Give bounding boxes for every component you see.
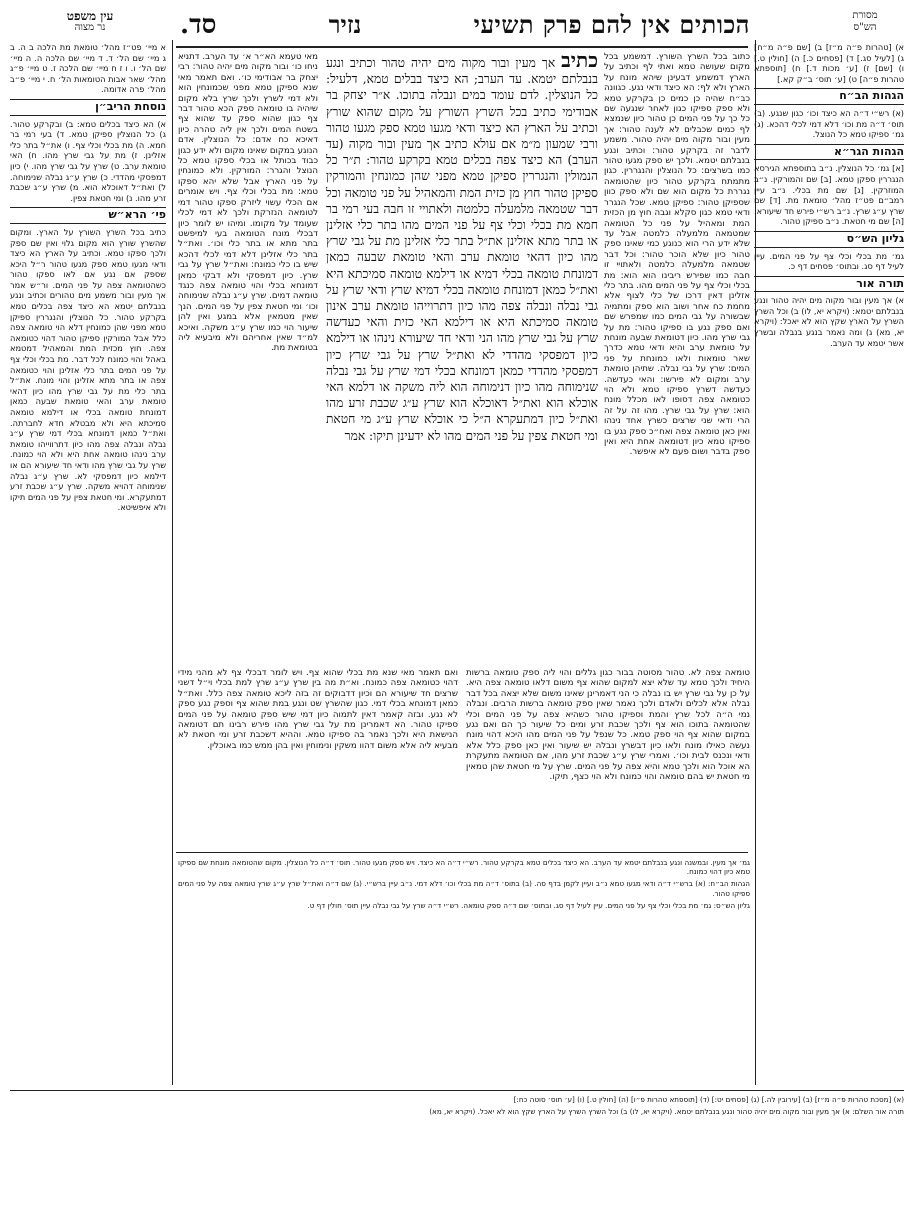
hagahot-bach-title: הגהות הב״ח — [754, 88, 904, 105]
gemara-lead-word: כתיב — [561, 52, 598, 72]
tosafot-continuation-text: ואם תאמר מאי שנא מת בכלי שהוא צף. ויש לומר דבכלי צף לא מהני מידי דהוי כטומאה צפה כמונח. וא״ת מה בין שרץ ע״ג שרץ למת בכלי וי״ל דשני שרצים חד שיעורא הם וכיון דדבוקים זה בזה ליכא טומאה צפה כלל. ואת״ל כמאן דמונחא בכלי דמי. כגון שהשרץ שט ונגע במת שהוא צף וספק נגע ספק לא נגע. ובזה קאמר דאין לתמוה כיון דמי שיש ספק טומאה על פני המים ספיקו טהור. הא דאמרינן מת על גבי שרץ מהו פירש רבינו תם דטומאה הנישאת היא ולכך נאמר בה ספיקו טמא. וההיא דשכבת זרע ומי חטאת לא מבעיא ליה אלא משום דהוו משקין ונימוחין ואין בהן ממש כמו באוכלין. — [178, 668, 458, 751]
gilyon-hashas-title: גליון הש״ס — [754, 231, 904, 248]
masoret-hashas-column — [754, 42, 904, 1082]
masoret-text: א) [טהרות פ״ה מ״ז] ב) [שם פ״ה מ״ח] ג) [לעיל סג.] ד) [פסחים כ.] ה) [חולין ט.] ו) [שם] ז) [ע׳ מכות ד.] ח) [תוספתא טהרות פ״ה] ט) [ע׳ תוס׳ ב״ק קא.] — [754, 42, 904, 84]
rashi-continuation-text: טומאה צפה לא. טהור מסוטה בבור כגון גללים והוי ליה ספק טומאה ברשות היחיד ולכך טמא עד שלא יצא למקום שהוא צף משום דלאו טומאה צפה היא. על כן על גבי שרץ יש בו נבלה כי הני דאמרינן שאינו משום שלא יצאה בכל דבר נבלה אלא לכלים ולאדם ולכך נאמר שאין ספק טומאה ברשות הרבים. ונבלה נמי ה״ה לכל שרץ והמת וספיקו טהור כשהיא צפה על פני המים וכלי שהטומאה בתוכו הוא צף ולכך שכבת זרע ומים כל שיעור כך הם ואם נגע במקום שהוא צף הוי ספק טמא. כל שנפל על פני המים מהו היכא דהוי מונח נעשה כאילו מונח ולאו כיון דבשרץ ונבלה יש שיעור ואין כאן ספק כלל אלא ודאי ונכנס לבית וכו׳. ואמרי שרץ ע״ג שכבת זרע מהו, אם הטומאה מתעקרת הא אוכל הוא ולכך טמא והיא צפה על פני המים. שרץ על מי חטאת שהן טמאין מי חטאת יש בהם טומאה והוי כמונח ולא הוי כצף, תיקו. — [466, 668, 750, 783]
left-gutter-rule — [172, 40, 173, 1085]
rashi-text: כתוב בכל השרץ השורץ. דמשמע בכל מקום שעושה טמא ואתי לף וכתיב על הארץ דמשמע דבעינן שיהא מונח על הארץ ולא לף: הא כיצד ודאי נגע. כגוונה כב״ח שהיה כן כמים כן בקרקע טמא ולא ספק ספיקו כגון לאחר שנגעה שם כל כך על פני המים כן טהור כיון שנמצא לף כמים שכבלים לא לענה טהור: אך מעין ובור מקוה מים יהיה טהור. משמע לדבר זה בקרקע טהור: וכתיב ונגע בנבלתם יטמא. ולכך יש ספק מגעו טהור כמו בשרצים: כל הנוצלין והנגררין. כגון מתמתח בקרקע טהור כיון שהטומאה נגררת כל מקום הוא שם ולא ספק כוון שספיקן טהור: ספיקן טמא. שכל הנגרר ודאי טמא כגון סקלא וגבה חוץ מן הכזית המת ומאהיל על פני כל הטומאה שמטמאה מלמעלה כלמטה אבל עד שלא ידע הרי הוא כנוגע כמי שאינו ספק טהור כיון שלא הוכר טהור: וכל דבר שטמאה מלמעלה כלמטה ולאתויי זו חבה כמו שפירש ריבינו הוא הוא: מת בכלי וכלי צף על פני המים מהו. בתר כלי אזלינן דאין דרכו של כלי לצוף אלא מחמת כח אחר ושוב הוא ספק ומתמיה שבשורה על גבי המים כמו שמפרש שם ואם ספק נגע בו ספיקו טהור: מת על גבי שרץ מהו. כיון דטומאת שבעה מונחת על טומאת ערב והיא ודאי טמא כדרך שאר טומאות ולאו כמונחת על פני המים: שרץ על גבי נבלה. שתיהן טומאת ערב ומקום לא פירשו: והאי כעדשה. כעדשה דשרץ ספיקו טמא ולא הוי כטומאה צפה דסופו לאו מכלל מונח הוא: שרץ על גבי שרץ. מהו זה על זה הרי ודאי שני שרצים כשרץ אחד נינהו ואין כאן טומאה צפה ואח״כ ספק נגע בו ספיקו טמא כיון דטומאה אחת היא ואין ספק בדבר ושום פעם לא איפשר. — [604, 52, 750, 458]
ein-mishpat-column — [10, 42, 166, 1082]
torah-or-text: א) אך מעין ובור מקוה מים יהיה טהור ונגע בנבלתם יטמא: (ויקרא יא, לו) ב) וכל השרץ השרץ על הארץ שקץ הוא לא יאכל: (ויקרא יא, מא) ג) ומה נאמר בנגע בנבלה ובשרץ אשר יטמא עד הערב. — [754, 295, 904, 348]
gemara-text: אך מעין ובור מקוה מים יהיה טהור וכתיב ונגע בנבלתם יטמא. עד הערב; הא כיצד בבלים טמא, דלעיל: כל הנוצלין. לדם עומד במים ונבלה בתוכו. א״ר יצחק בר אבודימי כתיב בכל השרץ השורץ על מקום שהוא שורץ וכתיב על הארץ הא כיצד ודאי מגעו טמא ספק מגעו טהור ורבי שמעון מ״מ אם עולא כתיב אך מעין ובור מקוה (עד הערב) הא כיצד צפה בכלים טמא בקרקע טהור: ת״ר כל הנמולין והנגררין ספיקן טמא מפני שהן כמונחין והמורקין ספיקן טהור חוץ מן כזית המת והמאהיל על פני טומאה וכל דבר שטמאה מלמעלה כלמטה ולאתויי זו חבה בעי רמי בר חמא מת בכלי וכלי צף על פני המים מהו בתר כלי אזלינן או בתר מתא אזלינן את״ל בתר כלי אזלינן מת על גבי שרץ מהו כיון דהאי טומאת ערב והאי טומאת שבעה כמאן דמונחת טומאה בכלי דמיא או דילמא טומאה סמיכתא היא ואת״ל כמאן דמונחת טומאה בכלי דמיא שרץ ודאי שרץ על גבי נבלה ונבלה צפה מהו כיון דתרוייהו טומאת ערב אינון טומאה סמיכתא היא או דילמא האי כזית והאי כעדשה שרץ על גבי שרץ מהו הני ודאי חד שיעורא נינהו או דילמא כיון דמפסקי מהדדי לא ואת״ל שרץ על גבי שרץ כיון דמפסקי מהדדי כמאן דמונחא בכלי דמי שרץ על גבי נבלה שנימוחה מהו כיון דנימוחה הוא ליה משקה או דלמא האי אוכלא הוא ואת״ל דאוכלא הוא שרץ ע״ג שכבת זרע מהו ואת״ל כיון דמתעקרא ה״ל כי אוכלא שרץ ע״ג מי חטאת ומי חטאת צפין על פני המים מהו לא ידעינן תיקו: אמר — [326, 56, 598, 443]
footnote-2: תורה אור השלם: א) אך מעין ובור מקוה מים יהיה טהור ונגע בנבלתם יטמא. (ויקרא יא, לו) ב) וכל השרץ השרץ על הארץ שקץ הוא לא יאכל. (ויקרא יא, מא) — [429, 1107, 904, 1117]
bottom-section-rule — [176, 852, 748, 853]
ein-mishpat-text: א מיי׳ פט״ז מהל׳ טומאת מת הלכה ב ה. ב ג מיי׳ שם הל׳ ד. ד מיי׳ שם הלכה ה. ה מיי׳ שם הל׳ ו. ו ז ח מיי׳ שם הלכה ז. ט מיי׳ פ״ג מהל׳ שאר אבות הטומאות הל׳ ח. י מיי׳ פ״ב מהל׳ פרה אדומה. — [10, 42, 166, 95]
bottom-line-2: הגהות הב״ח: (א) ברש״י ד״ה ודאי מגעו טמא נ״ב ועיין לקמן בדף סה. (ב) בתוס׳ ד״ה מת בכלי וכו׳ דלא דמי. נ״ב עיין ברש״י. (ג) שם ד״ה ואת״ל שרץ ע״ג שרץ טומאה צפה על פני המים ספיקו טהור. — [178, 879, 750, 898]
bottom-line-1: גמ׳ אך מעין. ובמשנה ונגע בנבלתם יטמא עד הערב. הא כיצד בכלים טמא בקרקע טהור. רש״י ד״ה הא כיצד. ויש ספק מגעו טהור. תוס׳ ד״ה כל הנוצלין. מקום שהטומאה מונחת שם ספיקו טמא כיון דהוי כמונח. — [178, 858, 750, 877]
gemara-column — [326, 52, 598, 662]
gilyon-hashas-text: גמ׳ מת בכלי וכלי צף על פני המים. עיין לעיל דף סג. ובתוס׳ פסחים דף כ. — [754, 250, 904, 272]
bottom-commentary — [178, 858, 750, 1086]
folio-number: סד. — [180, 10, 217, 40]
hagahot-hagra-text: [א] גמ׳ כל הנוצלין. נ״ב בתוספתא הגירסא הנגררין ספקן טמא. [ב] שם והמורקין. נ״ב המוזרקין. [ג] שם מת בכלי. נ״ב עיין רמב״ם פט״ז מהל׳ טומאת מת. [ד] שם שרץ ע״ג שרץ. נ״ב רש״י פירש חד שיעורא. [ה] שם מי חטאת. נ״ב ספיקן טהור. — [754, 163, 904, 227]
tosafot-continuation — [178, 668, 458, 848]
rashi-column — [604, 52, 750, 662]
ein-mishpat-subtitle: נר מצוה — [74, 22, 106, 33]
torah-or-title: תורה אור — [754, 276, 904, 293]
perush-harosh-text: כתיב בכל השרץ השורץ על הארץ. ומקום שהשרץ שורץ הוא מקום גלוי ואין שם ספק ולכך ספקו טמא. וכתיב על הארץ הא כיצד ודאי מגעו טמא ספק מגעו טהור ר״ל היכא שספק אם נגע אם לאו ספקו טהור כשהטומאה צפה על פני המים. ור״ש אמר אך מעין ובור משמע מים טהורים וכתיב ונגע בנבלתם יטמא הא כיצד צפה בכלים טמא בקרקע טהור. כל הנוצלין והנגררין ספיקן טמא מפני שהן כמונחין דלא הוי טומאה צפה כלל אבל המורקין ספיקן טהור דהוי כטומאה צפה. חוץ מכזית המת והמאהיל דמטמא באהל והוי כמונח לכל דבר. מת בכלי וכלי צף על פני המים בתר כלי אזלינן והוי כטומאה צפה או בתר מתא אזלינן והוי מונח. את״ל בתר כלי מת על גבי שרץ מהו כיון דהאי טומאת ערב והאי טומאת שבעה כמאן דמונחת טומאה בכלי או דילמא טומאה סמיכתא היא ולא מבטלא חדא לחברתה. ואת״ל כמאן דמונחא בכלי דמי שרץ ע״ג נבלה ונבלה צפה מהו כיון דתרווייהו טומאת ערב נינהו טומאה אחת היא ולא הוי כמונח. שרץ על גבי שרץ מהו ודאי חד שיעורא הם או דילמא כיון דמפסקי לא. שרץ ע״ג נבלה שנימוחה דהויא משקה. שרץ ע״ג שכבת זרע דמתעקרא. ומי חטאת צפין על פני המים תיקו ולא איפשיטא. — [10, 226, 166, 513]
tractate-name: נזיר — [328, 10, 362, 39]
rashi-continuation — [466, 668, 750, 848]
hagahot-bach-text: (א) רש״י ד״ה הא כיצד וכו׳ כגון שנגע. (ב) תוס׳ ד״ה מת וכו׳ דלא דמי לכלי דהכא. (ג) גמ׳ ספיקו טמא כל הנוצל. — [754, 107, 904, 140]
tosafot-column — [178, 52, 318, 662]
footnote-1: (א) [מסכת טהרות פ״ה מ״ז] (ב) [עירובין לה.] (ג) [פסחים יט:] (ד) [תוספתא טהרות פ״ו] (ה) [חולין ט.] (ו) [ע׳ תוס׳ סוטה כח:] — [513, 1095, 904, 1104]
masoret-subtitle: הש"ס — [853, 22, 877, 33]
tosafot-text: מאי טעמא הא״ר א׳ עד הערב. דתניא ניחו כו׳ ובור מקוה מים יהיה טהור: רבי יצחק בר אבודימי כו׳. ואם תאמר מאי שנא ספיקן טמא מפני שכמונחין הוא ולא דמי לשרץ ולכך שרץ בלא מקום שיהיה בו טומאה ספק הכא טהור דבר צף כגון שהוא ספק עד שהוא צף בשטח המים ולכך אין ליה טהרה כיון דאיכא כח אדם: כל הנוצלין. אדם הנוגע במקום שאינו מקום ולא ידע כגון כבוד בכותל או בכלי ספקו טמא כל הנוצל והגרר: המורקין. ולא כמונחין על פני הארץ אבל שלא יהא ספקו טמא: מת בכלי וכלי צף. ויש אומרים אם הכלי עשוי ליזרק ספקו טהור דמי לטומאה הנזרקת ולכך לא דמי לכלי שעומד על מקומו. ומיהו יש לומר כיון דבכלי מונח הטומאה בעי למיפשט בתר מתא או בתר כלי וכו׳. ואת״ל בתר כלי אזלינן דלא דמי לכלי דהכא שיש בו כלי כמונח: ואת״ל שרץ על גבי שרץ. כיון דמפסקי ולא דבקי כמאן דמונחא בכלי והוי טומאה צפה כנגד טומאה דמים. שרץ ע״ג נבלה שנימוחה וכו׳ ומי חטאת צפין על פני המים. הנך שאין מטמאין אלא במגע ואין להן שיעור הוי כמו שרץ ע״ג משקה. ואיכא למ״ד שאין אחריהם ולא מיבעיא ליה בטומאת מת. — [178, 52, 318, 354]
masoret-title: מסורת — [852, 10, 878, 21]
hagahot-hagra-title: הגהות הגר״א — [754, 144, 904, 161]
footer-rule — [10, 1090, 904, 1091]
header-rule — [176, 46, 748, 48]
perush-harosh-title: פי׳ הרא״ש — [10, 207, 166, 224]
nusach-rivan-text: א) הא כיצד בכלים טמא: ב) ובקרקע טהור. ג) כל הנוצלין ספיקן טמא. ד) בעי רמי בר חמא. ה) מת בכלי וכלי צף. ו) את״ל בתר כלי אזלינן. ז) מת על גבי שרץ מהו. ח) האי טומאת ערב. ט) שרץ על גבי שרץ מהו. י) כיון דמפסקי מהדדי. כ) שרץ ע״ג נבלה שנימוחה. ל) ואת״ל דאוכלא הוא. מ) שרץ ע״ג שכבת זרע מהו. נ) ומי חטאת צפין. — [10, 118, 166, 203]
ein-mishpat-title: עין משפט — [66, 9, 114, 23]
nusach-rivan-title: נוסחת הריב״ן — [10, 99, 166, 116]
footer-notes — [10, 1095, 904, 1205]
bottom-line-3: גליון הש״ס: גמ׳ מת בכלי וכלי צף על פני המים. עיין לעיל דף סג. ובתוס׳ שם ד״ה ספק טומאה. רש״י ד״ה שרץ על גבי נבלה עיין תוס׳ חולין דף ט. — [307, 900, 750, 910]
page-title: הכותים אין להם פרק תשיעי — [473, 10, 750, 39]
masoret-header — [826, 10, 904, 34]
ein-mishpat-header — [10, 10, 170, 34]
page-header — [180, 6, 750, 44]
